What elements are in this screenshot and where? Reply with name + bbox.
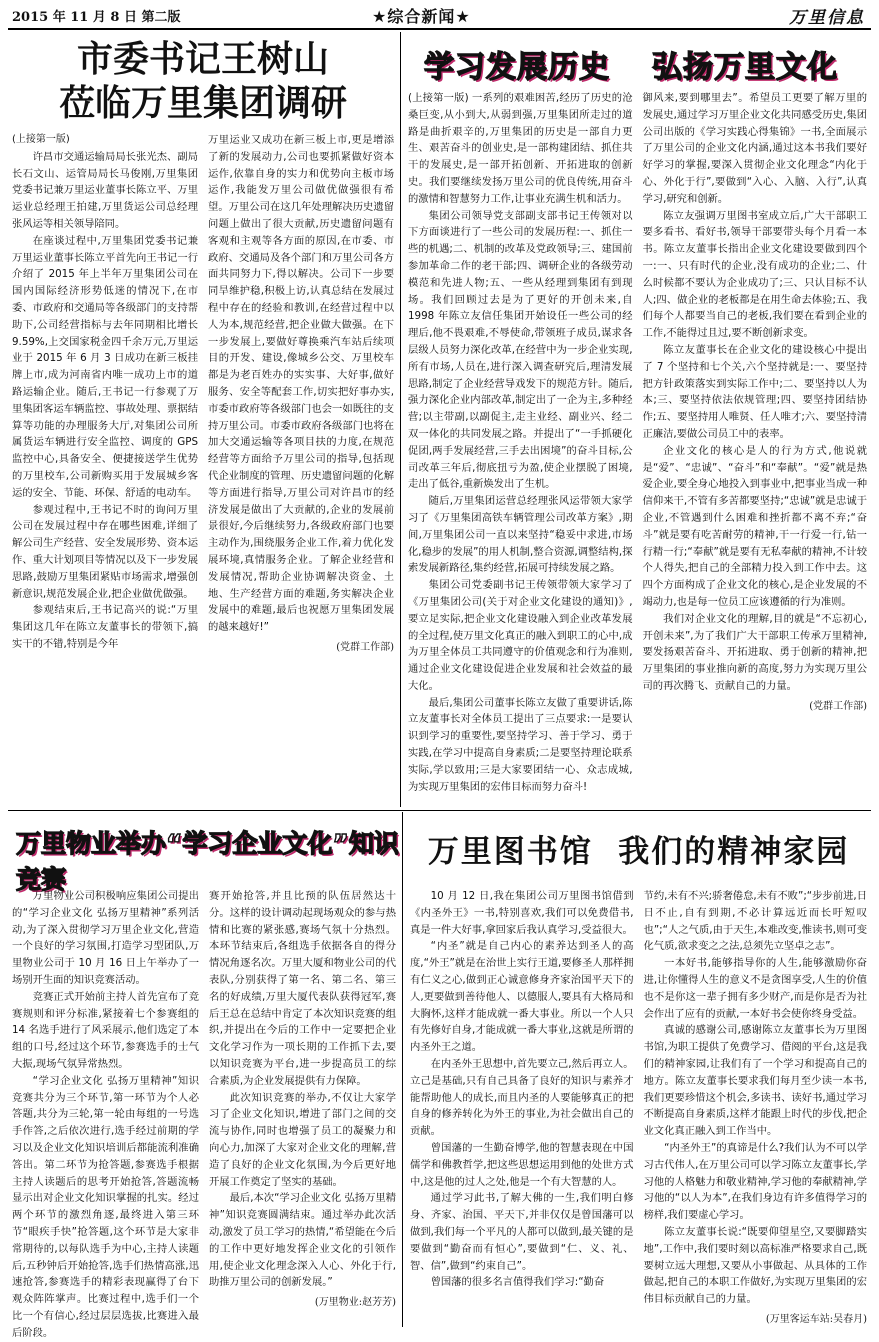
byline: (万里物业:赵芳芳) [314, 1297, 396, 1309]
article-knowledge-contest [8, 812, 400, 1339]
section-title: ★综合新闻★ [372, 7, 471, 26]
paragraph: 企业文化的核心是人的行为方式,他说就是“爱”、“忠诚”、“奋斗”和“奉献”。“爱”就是热爱企业,要全身心地投入到事业中,把事业当成一种信仰来干,不管有多苦都要坚持;“忠诚”就是忠诚于企业,不管遇到什么困难和挫折都不离不弃;“奋斗”就是要有吃苦耐劳的精神,干一行爱一行,钻一行精一行;“奉献”就是要有无私奉献的精神,不计较个人得失,把自己的全部精力投入到工作中去。这四个方面构成了企业文化的核心,是企业发展的不竭动力,也是每一位员工应该遵循的行为准则。 [642, 444, 867, 608]
section-divider [8, 810, 871, 811]
paragraph: “内圣外王”的真谛是什么?我们认为不可以学习古代伟人,在万里公司可以学习陈立友董事长,学习他的人格魅力和敬业精神,学习他的奉献精神,学习他的“以人为本”,在我们身边有许多值得学习的榜样,我们要虚心学习。 [643, 1141, 867, 1222]
paper-name: 万里信息 [789, 8, 865, 28]
paragraph: 曾国藩的很多名言值得我们学习:“勤奋 [430, 1276, 605, 1289]
article-body [408, 90, 867, 804]
article-column-2 [643, 90, 868, 804]
article-column-1 [12, 132, 198, 802]
masthead [0, 0, 879, 32]
paragraph: 集团公司党委副书记王传领带领大家学习了《万里集团公司(关于对企业文化建设的通知)》,要立足实际,把企业文化建设融入到企业改革发展的全过程,使万里文化真正的融入到职工的心中,成为万里全体员工共同遵守的价值观念和行为准则,通过企业文化建设促进企业发展和社会效益的最大化。 [408, 579, 633, 692]
paragraph: 万里运业又成功在新三板上市,更是增添了新的发展动力,公司也要抓紧做好资本运作,依靠自身的实力和优势向主板市场运作,我能发万里公司做优做强很有希望。万里公司在这几年处理解决历史遗留问题上做出了很大贡献,历史遗留问题有客观和主观等各方面的原因,在市委、市政府、交通局及各个部门和万里公司各方面共同努力下,得以解决。公司下一步要同旱维护稳,积极上访,认真总结在发展过程中存在的经验和教训,在经营过程中以人为本,规范经营,把企业做大做强。在下一步发展上,要做好尊换乘汽车站后续项目的开发、建设,像城乡公交、万里校车都是为老百姓办的实实事、大好事,做好服务、安全等配套工作,切实把好事办实,市委市政府等各级部门也会一如既往的支持万里公司。市委市政府各级部门也将在加大交通运输等各项目扶的力度,在规范经营等方面给予万里公司的指导,包括现代企业制度的管理、历史遗留问题的化解等方面进行指导,万里公司对许昌市的经济发展是做出了大贡献的,企业的发展前景很好,今后继续努力,各级政府部门也要主动作为,围绕服务企业工作,着力优化发展环境,真情服务企业。了解企业经营和发展情况,帮助企业协调解决资金、土地、生产经营方面的难题,务实解决企业发展中的难题,最后也祝愿万里集团发展的越来越好!” [208, 134, 394, 634]
byline: (党群工作部) [809, 700, 867, 712]
paragraph: (上接第一版) 一系列的艰难困苦,经历了历史的沧桑巨变,从小到大,从弱到强,万里集团所走过的道路是曲折艰辛的,万里集团的历史是一部自力更生、艰苦奋斗的创业史,是一部构建团结、抓住共干的发展史,是一部开拓创新、开拓进取的创新史。我们要继续发扬万里公司的优良传统,用奋斗的激情和智慧努力工作,让事业充满生机和活力。 [408, 92, 633, 205]
paragraph: 参观过程中,王书记不时的询问万里公司在发展过程中存在哪些困难,详细了解公司生产经营、安全发展形势、资本运作、重大计划项目等情况以及下一步发展思路,鼓励万里集团紧贴市场需求,增强创新意识,规范发展企业,把企业做优做强。 [12, 503, 198, 600]
paragraph: 赛开始抢答,并且比预的队伍居然达十分。这样的设计调动起现场观众的参与热情和比赛的紧张感,赛场气氛十分热烈。本环节结束后,各组选手依据各自的得分情况角逐名次。万里大厦和物业公司的代表队,分别获得了第一名、第二名、第三名的好成绩,万里大厦代表队获得冠军,赛后王总在总结中肯定了本次知识竞赛的组织,并提出在今后的工作中一定要把企业文化学习作为一项长期的工作抓下去,要以知识竞赛为平台,进一步提高员工的综合素质,为企业发展提供有力保障。 [209, 890, 396, 1087]
paragraph: 10 月 12 日,我在集团公司万里图书馆借到《内圣外王》一书,特别喜欢,我们可以免费借书,真是一件大好事,拿回家后我认真学习,受益很大。 [410, 890, 634, 936]
paragraph: 在内圣外王思想中,首先要立己,然后再立人。立己是基础,只有自己具备了良好的知识与素养才能帮助他人的成长,而且内圣的人要能够真正的把自身的修养转化为外王的事业,为社会做出自己的贡献。 [410, 1057, 634, 1138]
byline: (党群工作部) [336, 641, 394, 653]
masthead-rule [8, 28, 871, 30]
issue-date: 2015 年 11 月 8 日 第二版 [12, 10, 181, 25]
article-learn-history [404, 32, 871, 808]
paragraph: 随后,万里集团运营总经理张风运带领大家学习了《万里集团高铁车辆管理公司改革方案》,期间,万里集团公司一直以来坚持“稳妥中求进,市场化,稳步的发展”的用人机制,整合资源,调整结构,探索发展新路径,集约经营,拓展可持续发展之路。 [408, 495, 633, 575]
paragraph: 此次知识竞赛的举办,不仅让大家学习了企业文化知识,增进了部门之间的交流与协作,同时也增强了员工的凝聚力和向心力,加深了大家对企业文化的理解,营造了良好的企业文化氛围,为今后更好地开展工作奠定了坚实的基础。 [209, 1091, 396, 1188]
article-column-1 [12, 888, 199, 1339]
article-title: 万里物业举办“学习企业文化”知识竞赛 [16, 829, 399, 894]
article-column-2 [209, 888, 396, 1324]
article-party-secretary-visit [8, 32, 398, 808]
paragraph: 许昌市交通运输局局长张光杰、副局长石文山、运管局局长马俊刚,万里集团党委书记兼万里运业董事长陈立平、万里运业总经理王拍建,万里货运公司总经理张风运等相关领导陪同。 [12, 150, 198, 230]
article-body [410, 888, 867, 1324]
column-divider-bottom [402, 812, 403, 1327]
paragraph: “内圣”就是自己内心的素养达到圣人的高度,“外王”就是在治世上实行王道,要修圣人那样拥有仁义之心,做到正心诚意修身齐家治国平天下的人,更要做到善待他人、以德服人,要具有大格局和大胸怀,这样才能成就一番大事业。所以一个人只有先修好自身,才能成就一番大事业,这就是所谓的内圣外王之道。 [410, 940, 634, 1054]
paragraph: 陈立友董事长说:“既要仰望星空,又要脚踏实地”,工作中,我们要时刻以高标准严格要求自己,既要树立远大理想,又要从小事做起、从具体的工作做起,把自己的本职工作做好,为实现万里集团的宏伟目标贡献自己的力量。 [643, 1225, 867, 1306]
article-title-part2: 弘扬万里文化 [652, 50, 838, 85]
article-column-1 [408, 90, 633, 804]
paragraph: 御风来,要到哪里去”。希望员工更要了解万里的发展史,通过学习万里企业文化共同感受历史,集团公司出版的《学习实践心得集锦》一书,全面展示了万里公司的企业文化内涵,通过这本书我们要好好学习的掌握,要深入贯彻企业文化理念“内化于心、外化于行”,要做到“入心、入脑、入行”,认真学习,研究和创新。 [642, 92, 867, 205]
article-title-line2: 莅临万里集团调研 [58, 83, 347, 124]
paragraph: 我们对企业文化的理解,目的就是“不忘初心,开创未来”,为了我们广大干部职工传承万里精神,要发扬艰苦奋斗、开拓进取、勇于创新的精神,把万里集团的事业推向新的高度,努力为实现万里公司的再次腾飞、贡献自己的力量。 [642, 612, 867, 692]
paragraph: 真诚的感谢公司,感谢陈立友董事长为万里图书馆,为职工提供了免费学习、借阅的平台,这是我们的精神家园,让我们有了一个学习和提高自己的地方。陈立友董事长要求我们每月至少读一本书,我们更要珍惜这个机会,多读书、读好书,通过学习不断提高自身素质,这样才能跟上时代的步伐,把企业文化真正融入到工作当中。 [643, 1024, 867, 1138]
paragraph: 最后,本次“学习企业文化 弘扬万里精神”知识竞赛圆满结束。通过举办此次活动,激发了员工学习的热情,“希望能在今后的工作中更好地发挥企业文化的引领作用,使企业文化理念深入人心、外化于行,助推万里公司的创新发展。” [209, 1192, 396, 1289]
article-column-1 [410, 888, 634, 1324]
article-title-part1: 学习发展历史 [424, 50, 610, 85]
paragraph: 竞赛正式开始前主持人首先宣布了竞赛规则和评分标准,紧接着七个参赛组的 14 名选手进行了风采展示,他们选定了本组的口号,经过这个环节,参赛选手的士气大振,现场气氛异常热烈。 [12, 990, 199, 1070]
paragraph: 节约,未有不兴;骄奢倦怠,未有不败”;“步步前进,日日不止,自有到期,不必计算远近而长吁短叹也”;“人之气质,由于天生,本难改变,惟读书,则可变化气质,欲求变之之法,总须先立坚卓之志”。 [643, 890, 867, 953]
paragraph: 陈立友强调万里图书室成立后,广大干部职工要多看书、看好书,领导干部要带头每个月看一本书。陈立友董事长指出企业文化建设要做到四个一:一、只有时代的企业,没有成功的企业;二、什么时候都不要认为企业成功了;三、只认目标不认人;四、做企业的老板都是在用生命去体验;五、我们每个人都要当自己的老板,我们要在看到企业的工作,不能得过且过,要不断创新求变。 [642, 209, 867, 340]
paragraph: 参观结束后,王书记高兴的说:“万里集团这几年在陈立友董事长的带领下,搞实干的不错,特别是今年 [12, 604, 198, 650]
paragraph: 集团公司领导党支部副支部书记王传领对以下方面谈进行了一些公司的发展历程:一、抓住一些的机遇;二、机制的改革及党政领导;三、建国前参加革命二作的老干部;四、调研企业的各级劳动模范和先进人物;五、一些从经理到集团有到现场。我们回顾过去是为了更好的开创未来,自 1998 年陈立友信任集团开始设任一些公司的经理后,他不畏艰难,不辱使命,带领班子成员,谋求各层级人员努力深化改革,在经营中为一步企业实现,所有市场,人员在,进行深入调查研究后,理清发展思路,制定了企业经营导戏发下的规范方针。随后,强力深化企业内部改革,制定出了一企为主,多种经营;以主带副,以副促主,走主业经、副业兴、经二双一体化的共同发展之路。并提出了“一手抓硬化促团,两手发展经营,三手去出困境”的奋斗目标,公司改革三年后,彻底扭亏为盈,使企业摆脱了困境,走出了低谷,重新焕发出了生机。 [408, 209, 633, 491]
byline: (万里客运车站:吴春月) [765, 1313, 867, 1325]
column-divider-top [400, 32, 401, 807]
kicker: (上接第一版) [12, 134, 70, 145]
article-column-2 [208, 132, 394, 802]
paragraph: 在座谈过程中,万里集团党委书记兼万里运业董事长陈立平首先向王书记一行介绍了 2015 年上半年万里集团公司在国内国际经济形势低迷的情况下,在市委、市政府和交通局等各级部门的支持帮助下,公司经营指标与去年同期相比增长 9.59%,上交国家税金四千余万元,万里运业于 2015 年 6 月 3 日成功在新三板挂牌上市,成为河南省内唯一成功上市的道路运输企业。随后,王书记一行参观了万里集团客运车辆监控、事故处理、票据结算等功能的办理服务大厅,对集团公司所属货运车辆进行安全监控、调度的 GPS 监控中心,具备安全、便捷接送学生优势的万里校车,公司新购买用于发展城乡客运的安全、节能、环保、舒适的电动车。 [12, 234, 198, 499]
paragraph: 通过学习此书,了解大佛的一生,我们明白修身、齐家、治国、平天下,并非仅仅是曾国藩可以做到,我们每一个平凡的人都可以做到,最关键的是要做到“勤奋而有恒心”,要做到“仁、义、礼、智、信”,做到“约束自己”。 [410, 1192, 634, 1272]
article-title: 万里图书馆 我们的精神家园 [427, 834, 850, 870]
article-body [12, 888, 396, 1339]
article-title-line1: 市委书记王树山 [76, 39, 329, 80]
paragraph: 万里物业公司积极响应集团公司提出的“学习企业文化 弘扬万里精神”系列活动,为了深入贯彻学习万里企业文化,营造一个良好的学习氛围,打造学习型团队,万里物业公司于 10 月 16 日上午举办了一场别开生面的知识竞赛活动。 [12, 890, 199, 986]
paragraph: 一本好书,能够指导你的人生,能够激励你奋进,让你懂得人生的意义不是贪图享受,人生的价值也不是你这一辈子拥有多少财产,而是你是否为社会作出了应有的贡献,一本好书会使你终身受益。 [643, 957, 867, 1020]
article-column-2 [644, 888, 868, 1324]
paragraph: “学习企业文化 弘扬万里精神”知识竞赛共分为三个环节,第一环节为个人必答题,共分为三轮,第一轮由每组的一号选手作答,之后依次进行,选手经过前期的学习以及企业文化知识培训后都能流利准确答出。第二环节为抢答题,参赛选手根据主持人读题后的思考开始抢答,答题流畅显示出对企业文化知识掌握的扎实。经过两个环节的激烈角逐,最终进入第三环节“眼疾手快”抢答题,这个环节是大家非常期待的,以每队选手为中心,主持人读题后,五秒钟后开始抢答,选手们热情高涨,迅速抢答,参赛选手的精彩表现赢得了台下观众阵阵掌声。比赛过程中,选手们一个比一个有信心,经过层层选拔,比赛进入最后阶段。 [12, 1074, 199, 1339]
article-library [406, 812, 871, 1328]
paragraph: 曾国藩的一生勤奋博学,他的智慧表现在中国儒学和佛教哲学,把这些思想运用到他的处世方式中,这是他的过人之处,他是一个有大智慧的人。 [410, 1141, 634, 1188]
paragraph: 陈立友董事长在企业文化的建设核心中提出了 7 个坚持和七个关,六个坚持就是:一、要坚持把方针政策落实到实际工作中;二、要坚持以人为本;三、要坚持依法依规管理;四、要坚持团结协作;五、要坚持用人唯贤、任人唯才;六、要坚持清正廉洁,要做公司员工中的表率。 [642, 343, 867, 440]
article-body [12, 132, 394, 802]
paragraph: 最后,集团公司董事长陈立友做了重要讲话,陈立友董事长对全体员工提出了三点要求:一是要认识到学习的重要性,要坚持学习、善于学习、勇于实践,在学习中提高自身素质;二是要坚持理论联系实际,学以致用;三是大家要团结一心、众志成城,为实现万里集团的宏伟目标而努力奋斗! [408, 696, 633, 793]
